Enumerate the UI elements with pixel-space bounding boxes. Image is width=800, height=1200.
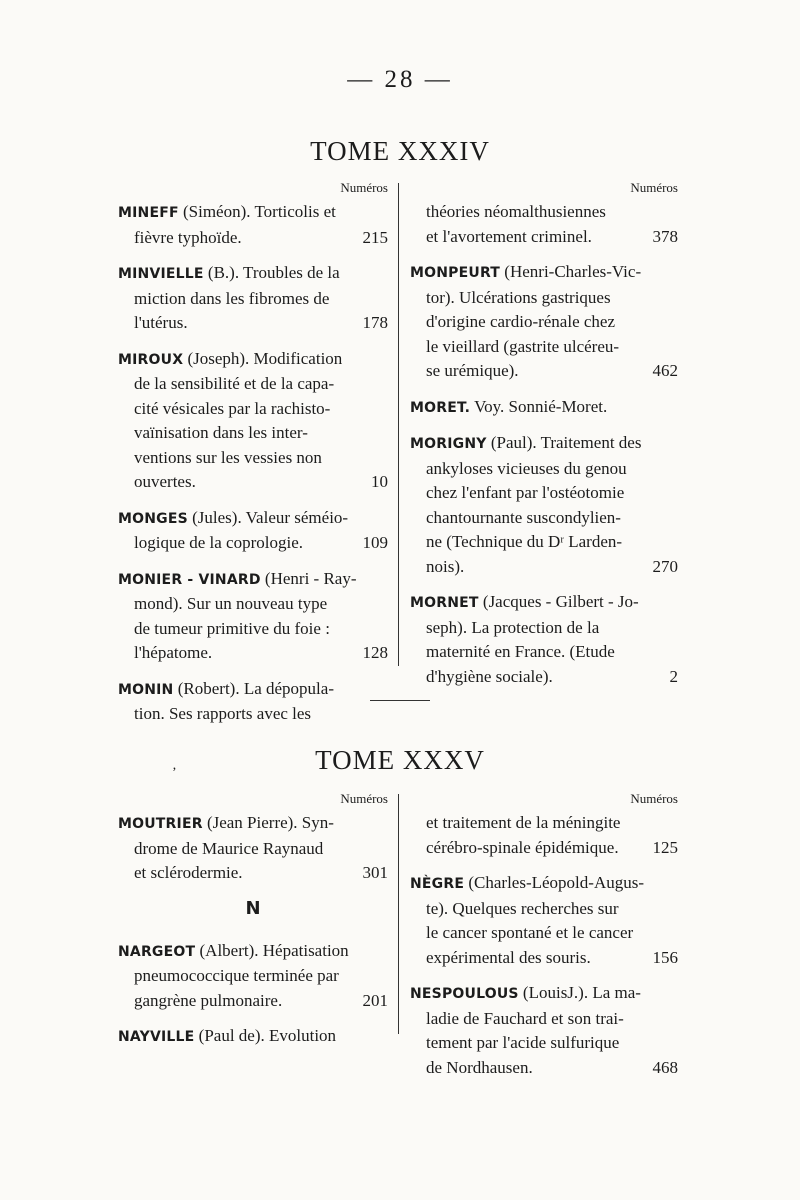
author-name: MONPEURT xyxy=(410,265,501,281)
entry-line xyxy=(118,964,388,989)
entry-text: (Joseph). Modification xyxy=(187,348,343,368)
entry-number: 468 xyxy=(652,1057,678,1077)
entry-text: ankyloses vicieuses du genou xyxy=(426,458,627,478)
entry-text: et traitement de la méningite xyxy=(426,813,621,832)
index-entry xyxy=(118,811,388,886)
index-entry xyxy=(118,939,388,1014)
index-entry xyxy=(118,506,388,556)
entry-text: ladie de Fauchard et son trai- xyxy=(426,1008,624,1028)
tome-title: TOME XXXIV xyxy=(310,136,490,166)
entry-line xyxy=(118,702,388,727)
entry-text: expérimental des souris. xyxy=(426,947,591,967)
entry-text: cité vésicales par la rachisto- xyxy=(134,398,331,418)
entry-text: vaïnisation dans les inter- xyxy=(134,423,308,442)
entry-line xyxy=(118,446,388,471)
entry-text: (Paul). Traitement des xyxy=(490,433,642,452)
entry-number: 10 xyxy=(371,472,388,491)
entry-text: (Henri-Charles-Vic- xyxy=(504,262,642,281)
entry-text: de la sensibilité et de la capa- xyxy=(134,374,335,393)
entry-number: 125 xyxy=(652,837,678,857)
entry-text: tement par l'acide sulfurique xyxy=(426,1033,620,1052)
entry-line xyxy=(410,359,678,384)
entry-line xyxy=(118,939,388,965)
entry-line xyxy=(410,871,678,897)
entry-text: logique de la coprologie. xyxy=(134,533,304,552)
entry-line xyxy=(118,531,388,556)
entry-line xyxy=(410,1007,678,1032)
entry-line xyxy=(410,590,678,616)
entry-line xyxy=(118,470,388,495)
entry-number: 215 xyxy=(362,227,388,247)
entry-text: nois). xyxy=(426,556,465,576)
entry-text: et sclérodermie. xyxy=(134,863,243,882)
author-name: MONIN xyxy=(118,681,174,698)
entry-text: (LouisJ.). La ma- xyxy=(522,983,641,1002)
entry-line xyxy=(118,567,388,593)
entry-line xyxy=(410,811,678,836)
entry-text: te). Quelques recherches sur xyxy=(426,898,619,918)
entry-line xyxy=(118,1024,388,1050)
section-rule xyxy=(370,700,430,701)
entry-text: seph). La protection de la xyxy=(426,617,600,637)
index-entry xyxy=(410,981,678,1080)
entry-text: gangrène pulmonaire. xyxy=(134,990,283,1010)
entry-line xyxy=(410,530,678,555)
entry-number: 462 xyxy=(652,361,678,380)
entry-line xyxy=(118,592,388,617)
author-name: MINEFF xyxy=(118,205,179,221)
entry-line xyxy=(118,372,388,397)
entry-line xyxy=(410,200,678,225)
entry-text: et l'avortement criminel. xyxy=(426,226,592,246)
entry-text: (Jacques - Gilbert - Jo- xyxy=(482,592,639,611)
entry-line xyxy=(410,431,678,457)
entry-text: ventions sur les vessies non xyxy=(134,447,322,467)
entry-text: maternité en France. (Etude xyxy=(426,642,615,661)
entry-line xyxy=(118,421,388,446)
author-name: NÈGRE xyxy=(410,876,465,892)
entry-text: (Charles-Léopold-Augus- xyxy=(468,873,644,892)
index-entry xyxy=(118,200,388,250)
entry-line xyxy=(118,261,388,287)
entry-line xyxy=(410,395,678,421)
column-left xyxy=(118,791,388,1061)
entry-line xyxy=(118,677,388,703)
index-entry xyxy=(410,811,678,860)
entry-list xyxy=(118,200,388,727)
entry-line xyxy=(410,225,678,250)
entry-number: 301 xyxy=(362,863,388,882)
entry-text: miction dans les fibromes de xyxy=(134,288,330,308)
index-entry xyxy=(410,871,678,970)
author-name: MORET. xyxy=(410,399,471,416)
column-divider xyxy=(398,794,399,1034)
entry-line xyxy=(410,946,678,971)
entry-text: (Albert). Hépatisation xyxy=(199,940,349,960)
entry-text: l'utérus. xyxy=(134,313,188,332)
entry-list xyxy=(410,200,678,689)
index-entry xyxy=(410,431,678,579)
entry-line xyxy=(410,981,678,1007)
entry-text: mond). Sur un nouveau type xyxy=(134,594,328,613)
index-entry xyxy=(118,567,388,666)
entry-line xyxy=(410,310,678,335)
entry-line xyxy=(410,335,678,360)
entry-number: 178 xyxy=(362,313,388,332)
author-name: NESPOULOUS xyxy=(410,986,519,1002)
index-entry xyxy=(118,347,388,495)
entry-list xyxy=(410,811,678,1080)
entry-line xyxy=(118,811,388,837)
entry-list xyxy=(118,811,388,886)
entry-text: l'hépatome. xyxy=(134,643,213,662)
entry-line xyxy=(118,311,388,336)
section-letter: N xyxy=(245,897,261,919)
entry-line xyxy=(410,286,678,311)
entry-text: d'hygiène sociale). xyxy=(426,666,553,686)
entry-number: 270 xyxy=(652,556,678,576)
entry-text: ouvertes. xyxy=(134,472,196,491)
entry-text: Voy. Sonnié-Moret. xyxy=(474,396,608,416)
entry-line xyxy=(410,921,678,946)
entry-line xyxy=(410,897,678,922)
entry-line xyxy=(118,347,388,373)
entry-line xyxy=(410,665,678,690)
entry-line xyxy=(410,836,678,861)
entry-number: 378 xyxy=(652,226,678,246)
column-left xyxy=(118,180,388,738)
index-entry xyxy=(118,261,388,336)
stray-mark: ‚ xyxy=(172,758,177,773)
entry-text: se urémique). xyxy=(426,361,519,380)
entry-line xyxy=(410,1031,678,1056)
entry-line xyxy=(118,617,388,642)
entry-line xyxy=(410,481,678,506)
column-right xyxy=(410,791,678,1091)
entry-text: (Jean Pierre). Syn- xyxy=(206,813,334,832)
entry-line xyxy=(118,226,388,251)
entry-line xyxy=(118,837,388,862)
author-name: MONGES xyxy=(118,510,188,527)
entry-text: d'origine cardio-rénale chez xyxy=(426,312,616,331)
author-name: MONIER - VINARD xyxy=(118,571,261,588)
entry-text: le cancer spontané et le cancer xyxy=(426,923,634,942)
entry-line xyxy=(118,200,388,226)
column-right xyxy=(410,180,678,700)
page-number: — 28 — xyxy=(347,66,453,93)
entry-text: chez l'enfant par l'ostéotomie xyxy=(426,483,625,502)
entry-text: tor). Ulcérations gastriques xyxy=(426,287,611,307)
entry-number: 109 xyxy=(362,533,388,552)
entry-number: 201 xyxy=(362,990,388,1010)
entry-line xyxy=(410,555,678,580)
index-entry xyxy=(118,1024,388,1050)
entry-line xyxy=(118,506,388,532)
entry-text: le vieillard (gastrite ulcéreu- xyxy=(426,336,620,356)
entry-text: cérébro-spinale épidémique. xyxy=(426,837,619,857)
index-entry xyxy=(410,200,678,249)
entry-text: (Siméon). Torticolis et xyxy=(183,202,336,221)
entry-text: pneumococcique terminée par xyxy=(134,966,339,985)
entry-number: 2 xyxy=(669,666,678,686)
entry-line xyxy=(410,640,678,665)
tome-title: TOME XXXV xyxy=(315,745,485,775)
column-divider xyxy=(398,183,399,666)
author-name: NARGEOT xyxy=(118,943,196,960)
entry-line xyxy=(410,616,678,641)
author-name: MOUTRIER xyxy=(118,816,203,832)
entry-line xyxy=(118,641,388,666)
entry-line xyxy=(118,397,388,422)
entry-number: 156 xyxy=(652,947,678,967)
entry-line xyxy=(410,260,678,286)
entry-text: tion. Ses rapports avec les xyxy=(134,704,312,723)
entry-line xyxy=(118,287,388,312)
entry-text: (Henri - Ray- xyxy=(264,568,357,588)
author-name: MORIGNY xyxy=(410,436,487,452)
entry-text: (Paul de). Evolution xyxy=(198,1026,337,1045)
numeros-header: Numéros xyxy=(340,180,388,195)
author-name: MIROUX xyxy=(118,351,184,368)
entry-text: de tumeur primitive du foie : xyxy=(134,618,330,638)
numeros-header: Numéros xyxy=(340,791,388,806)
numeros-header: Numéros xyxy=(630,791,678,806)
entry-text: ne (Technique du Dʳ Larden- xyxy=(426,532,623,551)
entry-text: (Robert). La dépopula- xyxy=(177,678,334,698)
entry-text: (B.). Troubles de la xyxy=(207,263,340,282)
index-entry xyxy=(410,395,678,421)
entry-text: chantournante suscondylien- xyxy=(426,507,621,527)
index-entry xyxy=(410,590,678,689)
author-name: MINVIELLE xyxy=(118,266,204,282)
entry-number: 128 xyxy=(362,643,388,662)
entry-text: théories néomalthusiennes xyxy=(426,202,606,221)
entry-text: (Jules). Valeur séméio- xyxy=(192,507,349,527)
entry-list xyxy=(118,939,388,1050)
entry-line xyxy=(410,1056,678,1081)
entry-text: drome de Maurice Raynaud xyxy=(134,838,324,858)
entry-text: de Nordhausen. xyxy=(426,1057,533,1077)
entry-text: fièvre typhoïde. xyxy=(134,227,242,247)
author-name: MORNET xyxy=(410,595,479,611)
entry-line xyxy=(118,861,388,886)
numeros-header: Numéros xyxy=(630,180,678,195)
author-name: NAYVILLE xyxy=(118,1029,195,1045)
entry-line xyxy=(118,989,388,1014)
index-entry xyxy=(118,677,388,727)
entry-line xyxy=(410,506,678,531)
index-entry xyxy=(410,260,678,384)
entry-line xyxy=(410,457,678,482)
